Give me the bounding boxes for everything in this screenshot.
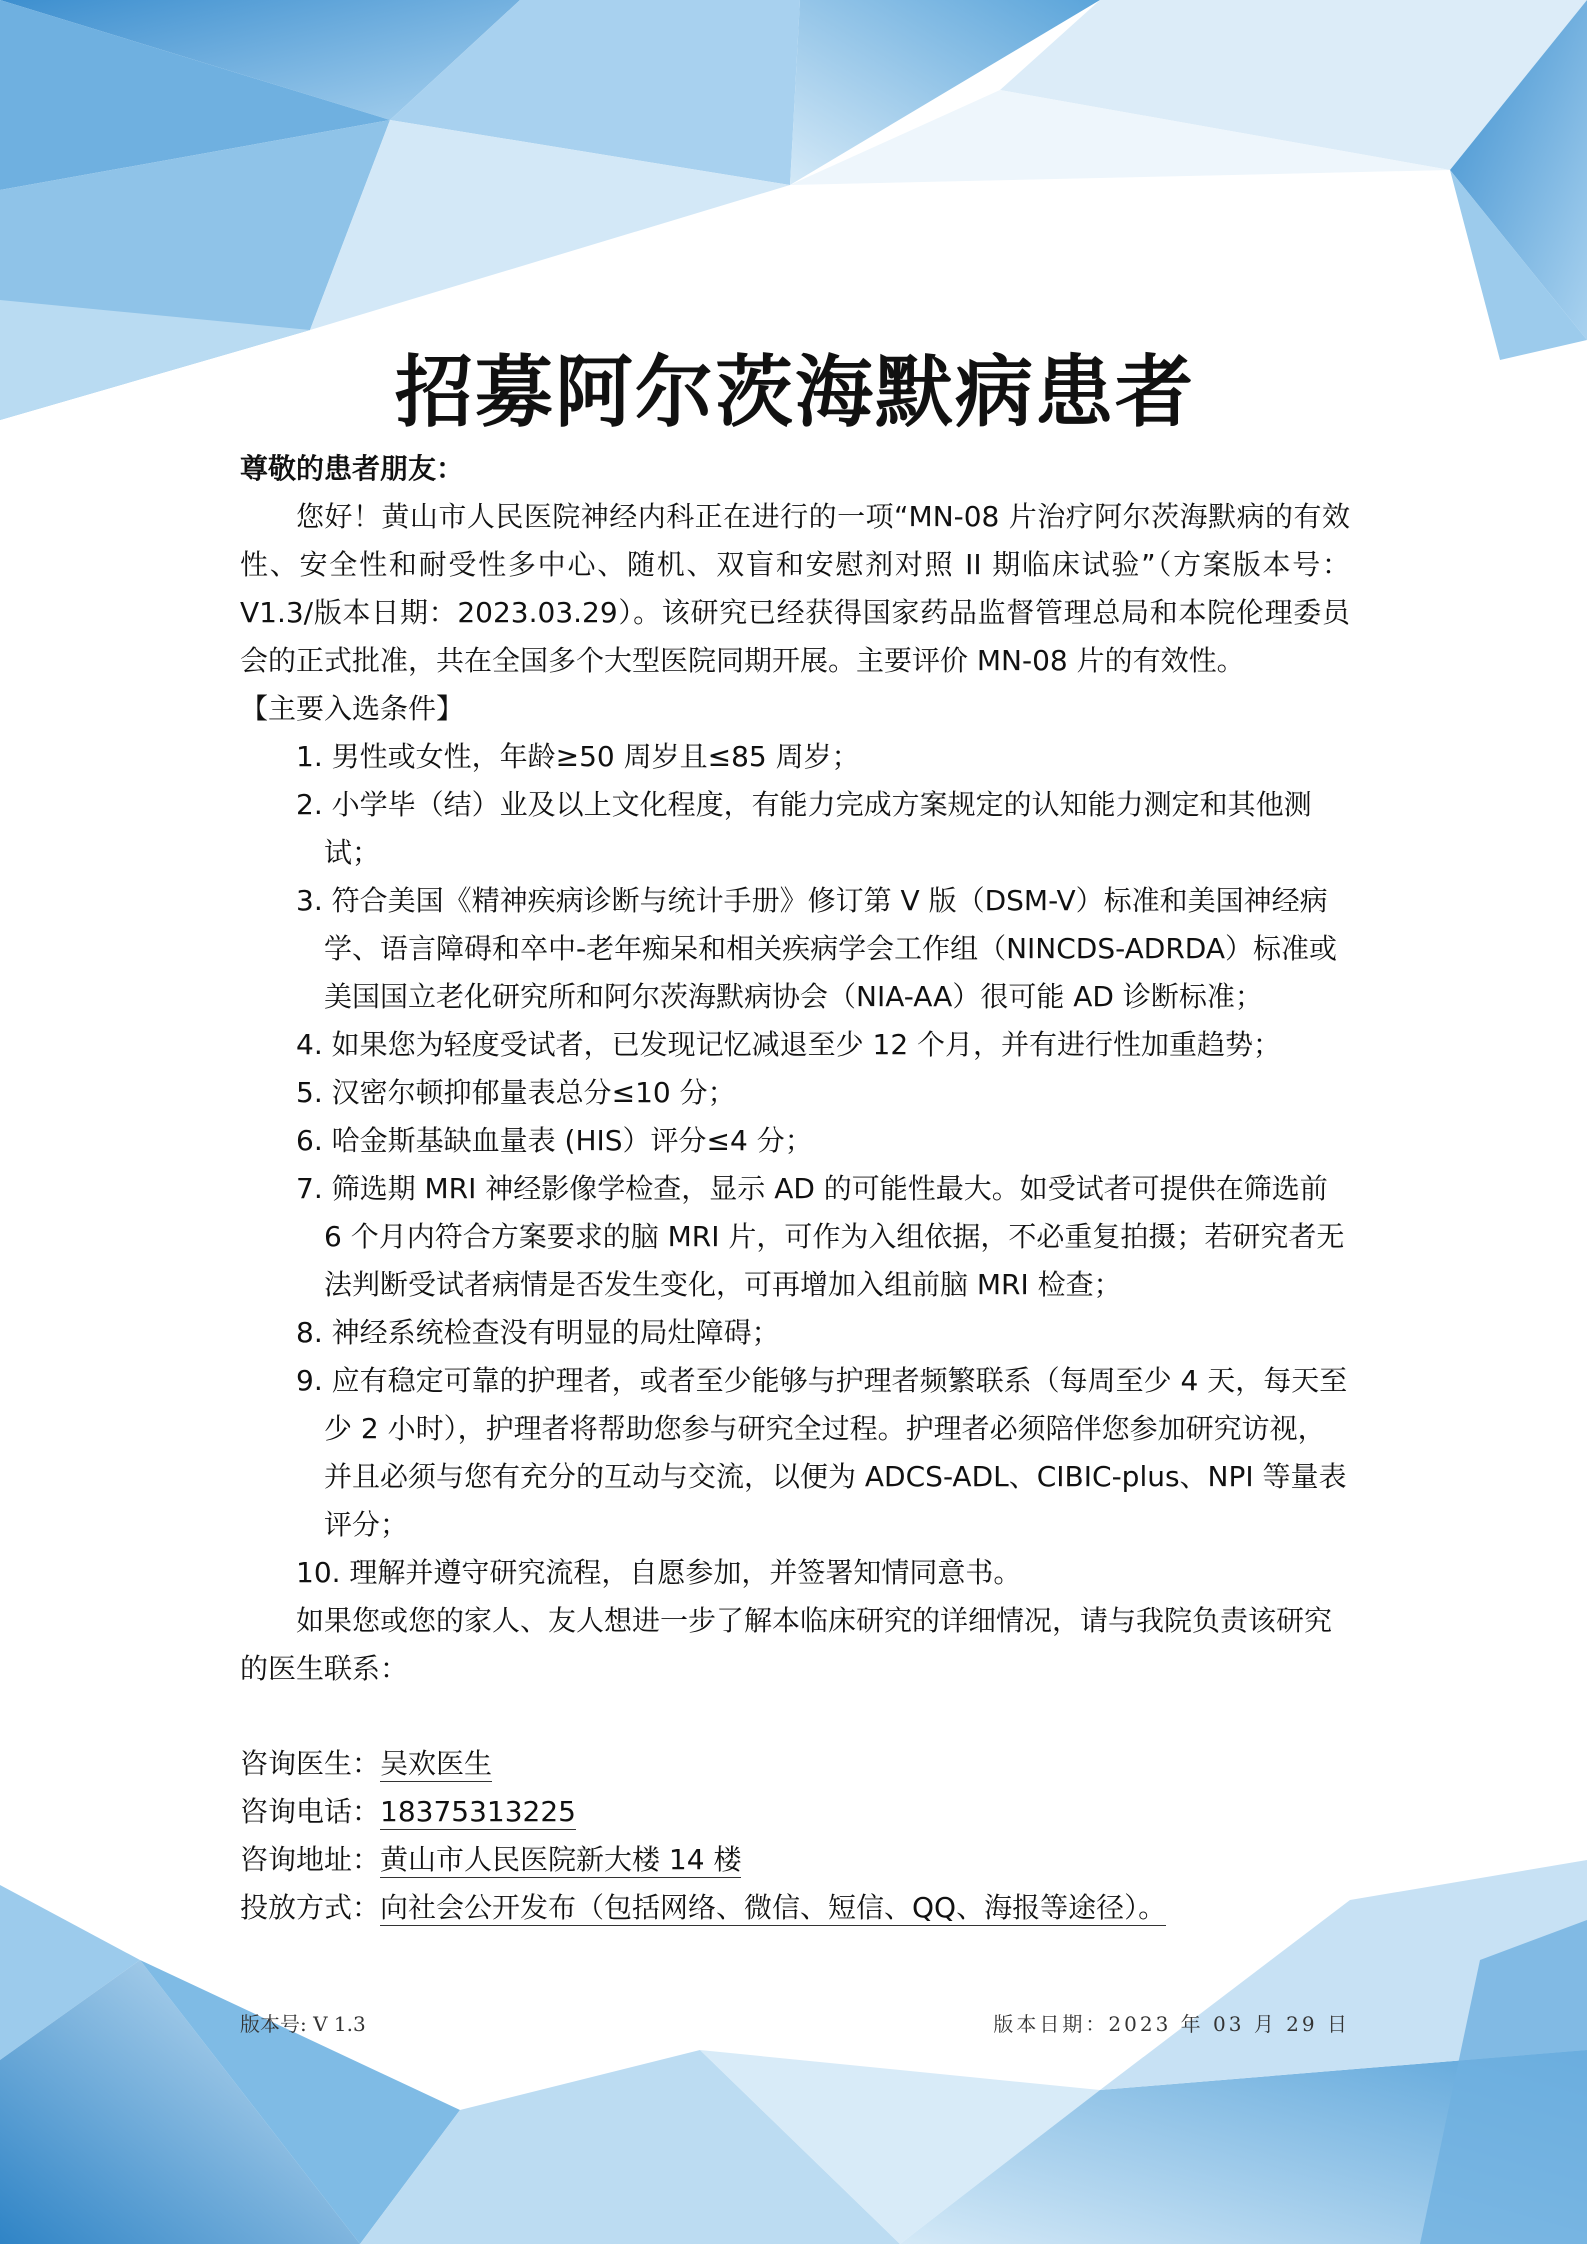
- criteria-item: 1. 男性或女性，年龄≥50 周岁且≤85 周岁；: [296, 740, 860, 773]
- contact-doctor-row: [240, 1740, 1166, 1788]
- contact-phone-row: [240, 1788, 1166, 1836]
- criteria-item: 2. 小学毕（结）业及以上文化程度，有能力完成方案规定的认知能力测定和其他测试；: [296, 788, 1312, 869]
- criteria-item: 8. 神经系统检查没有明显的局灶障碍；: [296, 1316, 780, 1349]
- phone-value: 18375313225: [380, 1795, 576, 1828]
- criteria-item: 3. 符合美国《精神疾病诊断与统计手册》修订第 V 版（DSM-V）标准和美国神经病学、语言障碍和卒中-老年痴呆和相关疾病学会工作组（NINCDS-ADRDA）标准或美国国立老化研究所和阿尔茨海默病协会（NIA-AA）很可能 AD 诊断标准；: [296, 884, 1338, 1013]
- contact-info: [240, 1740, 1166, 1932]
- criteria-item: 6. 哈金斯基缺血量表 (HIS）评分≤4 分；: [296, 1124, 813, 1157]
- doctor-value: 吴欢医生: [380, 1747, 493, 1780]
- address-value: 黄山市人民医院新大楼 14 楼: [380, 1843, 742, 1876]
- footer-date: 版本日期：2023 年 03 月 29 日: [993, 2012, 1350, 2036]
- method-value: 向社会公开发布（包括网络、微信、短信、QQ、海报等途径）。: [380, 1891, 1167, 1924]
- contact-address-row: [240, 1836, 1166, 1884]
- criteria-item: 7. 筛选期 MRI 神经影像学检查，显示 AD 的可能性最大。如受试者可提供在筛选前 6 个月内符合方案要求的脑 MRI 片，可作为入组依据，不必重复拍摄；若研究者无法判断受试者病情是否发生变化，可再增加入组前脑 MRI 检查；: [296, 1172, 1345, 1301]
- criteria-list: [296, 733, 1350, 1597]
- intro-paragraph: 您好！黄山市人民医院神经内科正在进行的一项“MN-08 片治疗阿尔茨海默病的有效性、安全性和耐受性多中心、随机、双盲和安慰剂对照 II 期临床试验”（方案版本号：V1.3/版本日期：2023.03.29）。该研究已经获得国家药品监督管理总局和本院伦理委员会的正式批准，共在全国多个大型医院同期开展。主要评价 MN-08 片的有效性。: [240, 500, 1350, 677]
- section-title: 【主要入选条件】: [240, 692, 465, 725]
- contact-intro: 如果您或您的家人、友人想进一步了解本临床研究的详细情况，请与我院负责该研究的医生联系：: [240, 1604, 1333, 1685]
- method-label: 投放方式：: [240, 1891, 381, 1924]
- criteria-item: 9. 应有稳定可靠的护理者，或者至少能够与护理者频繁联系（每周至少 4 天，每天至少 2 小时），护理者将帮助您参与研究全过程。护理者必须陪伴您参加研究访视，并且必须与您有充分的互动与交流，以便为 ADCS-ADL、CIBIC-plus、NPI 等量表评分；: [296, 1364, 1348, 1541]
- criteria-item: 10. 理解并遵守研究流程，自愿参加，并签署知情同意书。: [296, 1556, 1022, 1589]
- footer-version: 版本号: V 1.3: [240, 2012, 366, 2036]
- page-title: 招募阿尔茨海默病患者: [394, 348, 1195, 438]
- criteria-item: 5. 汉密尔顿抑郁量表总分≤10 分；: [296, 1076, 736, 1109]
- criteria-item: 4. 如果您为轻度受试者，已发现记忆减退至少 12 个月，并有进行性加重趋势；: [296, 1028, 1282, 1061]
- address-label: 咨询地址：: [240, 1843, 381, 1876]
- contact-method-row: [240, 1884, 1166, 1932]
- doctor-label: 咨询医生：: [240, 1747, 381, 1780]
- greeting: 尊敬的患者朋友：: [240, 452, 465, 485]
- phone-label: 咨询电话：: [240, 1795, 381, 1828]
